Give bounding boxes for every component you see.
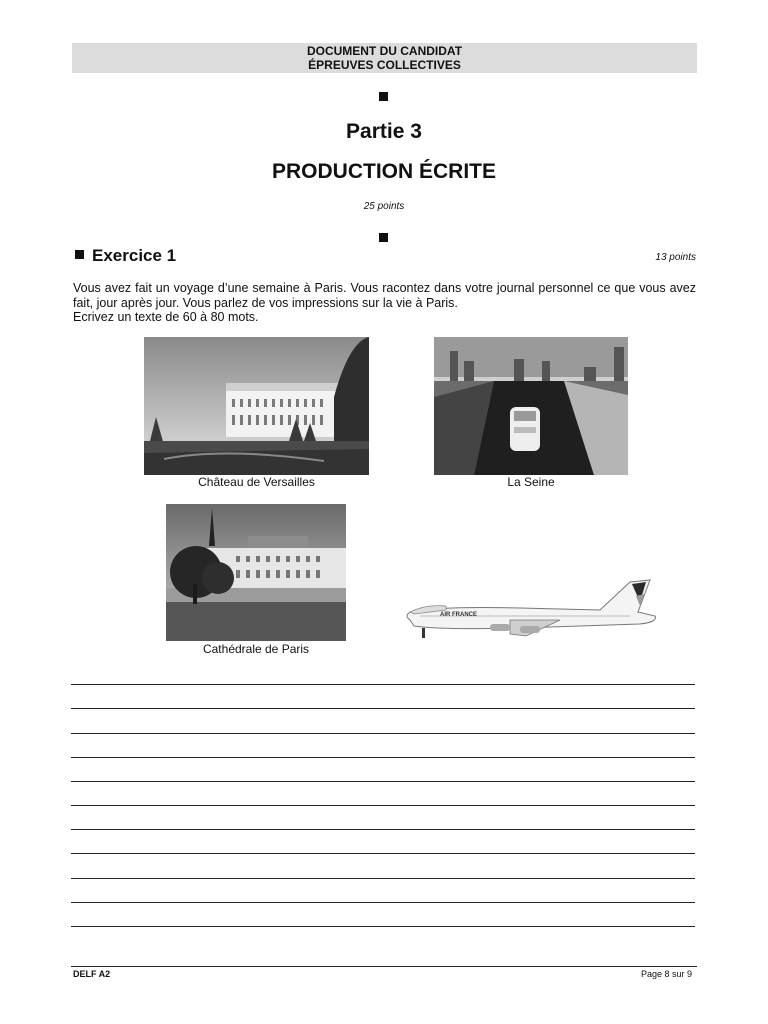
writing-line[interactable] [71, 805, 695, 806]
instruction-text: Vous avez fait un voyage d’une semaine à Paris. Vous racontez dans votre journal personnel ce que vous avez fait, jour après jour. Vous parlez de vos impressions sur la vie à Paris. [73, 281, 696, 310]
section-title: PRODUCTION ÉCRITE [271, 160, 496, 183]
writing-line[interactable] [71, 926, 695, 927]
writing-line[interactable] [71, 733, 695, 734]
part-title: Partie 3 [346, 120, 422, 143]
exercise-instructions [73, 281, 696, 325]
versailles-photo [144, 337, 369, 475]
header-line-1: DOCUMENT DU CANDIDAT [306, 44, 463, 58]
document-header [72, 43, 697, 73]
header-line-2: ÉPREUVES COLLECTIVES [308, 58, 461, 72]
square-bullet-icon [75, 250, 84, 259]
writing-line[interactable] [71, 853, 695, 854]
section-points: 25 points [363, 201, 405, 212]
caption-versailles: Château de Versailles [198, 475, 315, 489]
exercise-title [75, 246, 176, 266]
airplane-image [400, 576, 662, 642]
exercise-title-text: Exercice 1 [92, 246, 177, 265]
writing-line[interactable] [71, 757, 695, 758]
footer-page-number: Page 8 sur 9 [641, 969, 693, 979]
writing-line[interactable] [71, 781, 695, 782]
writing-line[interactable] [71, 878, 695, 879]
footer-divider [71, 966, 697, 967]
caption-cathedral: Cathédrale de Paris [202, 642, 310, 656]
writing-line[interactable] [71, 684, 695, 685]
writing-line[interactable] [71, 708, 695, 709]
writing-line[interactable] [71, 829, 695, 830]
exercise-points: 13 points [655, 252, 696, 263]
caption-seine: La Seine [507, 475, 555, 489]
square-bullet-icon [379, 92, 388, 101]
footer-exam-name: DELF A2 [73, 969, 111, 979]
instruction-word-count: Ecrivez un texte de 60 à 80 mots. [73, 310, 259, 324]
cathedral-photo [166, 504, 346, 641]
airplane-livery-text: AIR FRANCE [440, 612, 477, 618]
seine-photo [434, 337, 628, 475]
square-bullet-icon [379, 233, 388, 242]
writing-line[interactable] [71, 902, 695, 903]
